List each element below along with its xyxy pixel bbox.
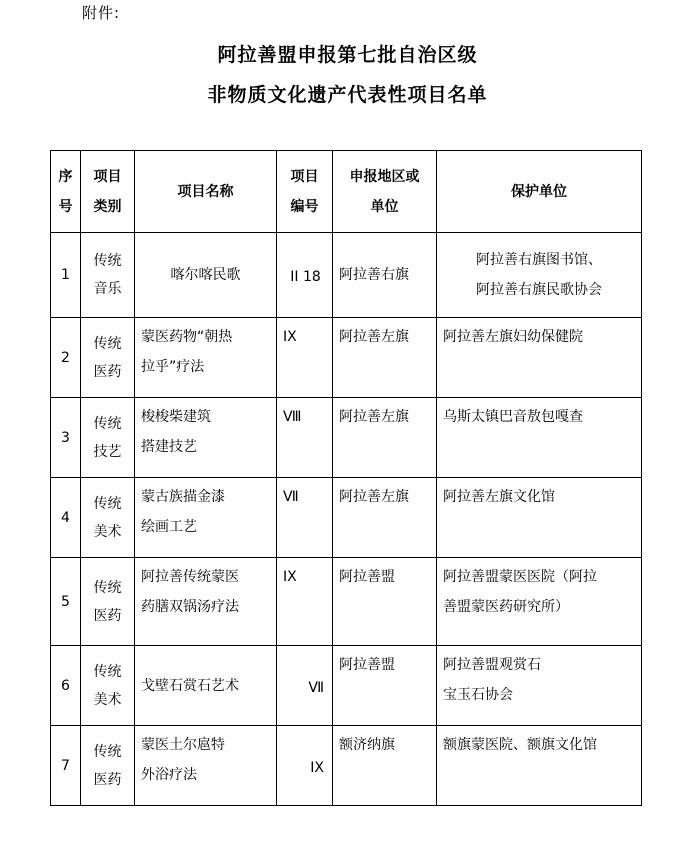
cell-name: 蒙古族描金漆 绘画工艺 xyxy=(135,478,277,558)
cell-category: 传统 技艺 xyxy=(81,398,135,478)
cell-region: 阿拉善左旗 xyxy=(333,398,437,478)
cell-category: 传统 医药 xyxy=(81,558,135,646)
cell-code: IX xyxy=(277,318,333,398)
attachment-label: 附件: xyxy=(82,4,121,22)
cell-code: Ⅶ xyxy=(277,646,333,726)
cell-seq: 4 xyxy=(51,478,81,558)
cell-region: 阿拉善盟 xyxy=(333,646,437,726)
cell-code: Ⅶ xyxy=(277,478,333,558)
header-region: 申报地区或 单位 xyxy=(333,151,437,233)
cell-region: 阿拉善左旗 xyxy=(333,478,437,558)
cell-name: 阿拉善传统蒙医 药膳双锅汤疗法 xyxy=(135,558,277,646)
cell-seq: 5 xyxy=(51,558,81,646)
header-unit: 保护单位 xyxy=(437,151,642,233)
cell-unit: 阿拉善左旗文化馆 xyxy=(437,478,642,558)
cell-unit: 阿拉善盟蒙医医院（阿拉 善盟蒙医药研究所） xyxy=(437,558,642,646)
cell-code: IX xyxy=(277,558,333,646)
cell-region: 阿拉善盟 xyxy=(333,558,437,646)
table-row xyxy=(51,726,642,806)
cell-unit: 乌斯太镇巴音敖包嘎查 xyxy=(437,398,642,478)
table-row xyxy=(51,646,642,726)
cell-name: 蒙医药物“朝热 拉乎”疗法 xyxy=(135,318,277,398)
cell-name: 喀尔喀民歌 xyxy=(135,233,277,318)
cell-seq: 1 xyxy=(51,233,81,318)
cell-category: 传统 医药 xyxy=(81,726,135,806)
cell-category: 传统 美术 xyxy=(81,478,135,558)
cell-unit: 额旗蒙医院、额旗文化馆 xyxy=(437,726,642,806)
cell-category: 传统 美术 xyxy=(81,646,135,726)
cell-unit: 阿拉善左旗妇幼保健院 xyxy=(437,318,642,398)
document-title-line-1: 阿拉善盟申报第七批自治区级 xyxy=(217,44,478,66)
table-row xyxy=(51,233,642,318)
heritage-project-table xyxy=(50,150,642,806)
cell-region: 阿拉善左旗 xyxy=(333,318,437,398)
cell-unit: 阿拉善盟观赏石 宝玉石协会 xyxy=(437,646,642,726)
header-name: 项目名称 xyxy=(135,151,277,233)
table-row xyxy=(51,398,642,478)
cell-seq: 2 xyxy=(51,318,81,398)
cell-seq: 7 xyxy=(51,726,81,806)
header-code: 项目 编号 xyxy=(277,151,333,233)
cell-name: 戈壁石赏石艺术 xyxy=(135,646,277,726)
cell-unit: 阿拉善右旗图书馆、 阿拉善右旗民歌协会 xyxy=(437,233,642,318)
header-seq: 序 号 xyxy=(51,151,81,233)
cell-name: 梭梭柴建筑 搭建技艺 xyxy=(135,398,277,478)
document-title-line-2: 非物质文化遗产代表性项目名单 xyxy=(207,84,488,106)
header-category: 项目 类别 xyxy=(81,151,135,233)
cell-region: 阿拉善右旗 xyxy=(333,233,437,318)
table-row xyxy=(51,478,642,558)
cell-seq: 6 xyxy=(51,646,81,726)
cell-code: II 18 xyxy=(277,233,333,318)
table-header-row xyxy=(51,151,642,233)
table-row xyxy=(51,318,642,398)
cell-code: Ⅷ xyxy=(277,398,333,478)
table-row xyxy=(51,558,642,646)
cell-seq: 3 xyxy=(51,398,81,478)
cell-name: 蒙医土尔扈特 外浴疗法 xyxy=(135,726,277,806)
cell-code: IX xyxy=(277,726,333,806)
cell-category: 传统 医药 xyxy=(81,318,135,398)
cell-region: 额济纳旗 xyxy=(333,726,437,806)
cell-category: 传统 音乐 xyxy=(81,233,135,318)
